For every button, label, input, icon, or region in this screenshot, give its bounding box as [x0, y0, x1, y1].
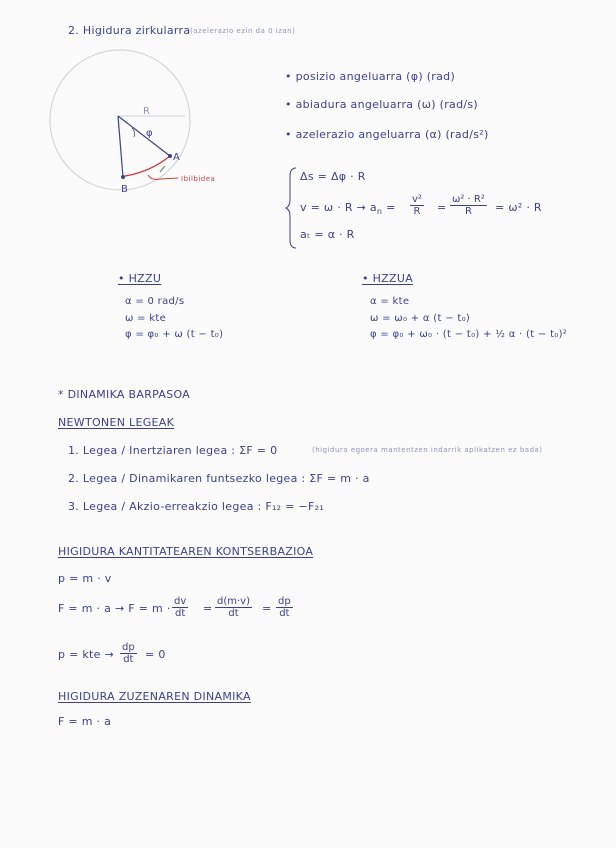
bullet-azelerazioa: • azelerazio angeluarra (α) (rad/s²)	[285, 128, 489, 141]
angle-label: φ	[146, 128, 153, 139]
frac-dv-dt: $\frac{dv}{dt}$	[174, 596, 187, 619]
momentum-force-left: F = m · a → F = m ·	[58, 602, 171, 615]
dinamika-title: * DINAMIKA BARPASOA	[58, 388, 191, 401]
newton-law-1: 1. Legea / Inertziaren legea : ΣF = 0	[68, 444, 278, 457]
frac-dmv-dt: $\frac{d(m\cdot v)}{dt}$	[217, 596, 250, 619]
hzz-title: • HZZU	[118, 272, 162, 285]
point-a-label: A	[173, 152, 181, 163]
hzz-omega: ω = kte	[125, 313, 167, 324]
linear-dynamics-eq: F = m · a	[58, 715, 112, 728]
hzzua-alpha: α = kte	[370, 296, 410, 307]
bullet-abiadura: • abiadura angeluarra (ω) (rad/s)	[285, 98, 479, 111]
eq-tangential: aₜ = α · R	[300, 228, 355, 241]
section-title: 2. Higidura zirkularra	[68, 24, 191, 37]
ibilbidea-label: Ibilbidea	[181, 175, 216, 183]
eq-sign-b: =	[262, 602, 272, 615]
bullet-posizioa: • posizio angeluarra (φ) (rad)	[285, 70, 456, 83]
radius-label: R	[143, 106, 151, 117]
newton-law-2: 2. Legea / Dinamikaren funtsezko legea : ΣF = m · a	[68, 472, 370, 485]
frac-w2r2-r: $\frac{\text{ω² · R²}}{R}$	[452, 194, 485, 217]
newton-title: NEWTONEN LEGEAK	[58, 416, 175, 429]
point-b-label: B	[121, 184, 129, 195]
eq-velocity: $v = \omega \cdot R \to a_n$ =	[300, 201, 396, 217]
hzz-phi: φ = φ₀ + ω (t − t₀)	[125, 329, 224, 340]
momentum-title: HIGIDURA KANTITATEAREN KONTSERBAZIOA	[58, 545, 314, 558]
momentum-conserved-right: = 0	[145, 648, 166, 661]
eq-velocity-right: = ω² · R	[495, 201, 542, 214]
frac-dp-dt: $\frac{dp}{dt}$	[278, 596, 291, 619]
momentum-conserved-left: p = kte →	[58, 648, 115, 661]
momentum-def: p = m · v	[58, 572, 112, 585]
eq-sign: =	[437, 201, 447, 214]
hzzua-phi: φ = φ₀ + ω₀ · (t − t₀) + ½ α · (t − t₀)²	[370, 329, 568, 340]
hzzua-title: • HZZUA	[362, 272, 414, 285]
frac-dp-dt-2: $\frac{dp}{dt}$	[122, 642, 135, 665]
hzz-alpha: α = 0 rad/s	[125, 296, 185, 307]
eq-sign-a: =	[203, 602, 213, 615]
newton-law-3: 3. Legea / Akzio-erreakzio legea : F₁₂ = −F₂₁	[68, 500, 325, 513]
hzzua-omega: ω = ω₀ + α (t − t₀)	[370, 313, 471, 324]
linear-dynamics-title: HIGIDURA ZUZENAREN DINAMIKA	[58, 690, 251, 703]
newton-law-1-note: (higidura egoera mantentzen indarrik aplikatzen ez bada)	[312, 446, 543, 454]
frac-v2-r: $\frac{\text{v²}}{R}$	[412, 194, 422, 217]
eq-arc-length: Δs = Δφ · R	[300, 170, 366, 183]
section-subtitle: (azelerazio ezin da 0 izan)	[190, 27, 296, 35]
